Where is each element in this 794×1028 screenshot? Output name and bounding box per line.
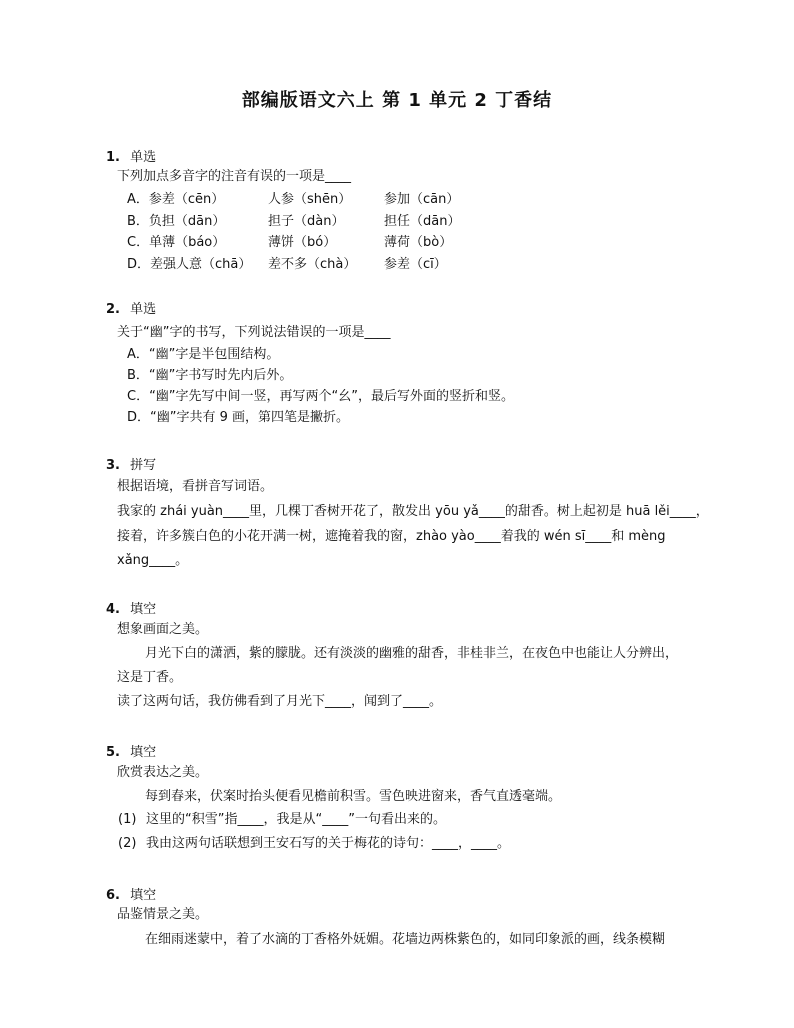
option-c-word-3: 薄荷（bò） <box>384 235 453 250</box>
option-a-word-2: 人参（shēn） <box>268 192 352 207</box>
question-number: 3. <box>106 458 120 473</box>
question-prompt: 根据语境，看拼音写词语。 <box>117 479 274 494</box>
passage-line: 接着，许多簇白色的小花开满一树，遮掩着我的窗，zhào yào____着我的 wén sī____和 mèng <box>117 529 666 544</box>
question-number: 4. <box>106 602 120 617</box>
passage-line: 每到春来，伏案时抬头便看见檐前积雪。雪色映进窗来，香气直透毫端。 <box>145 789 562 804</box>
question-number: 2. <box>106 302 120 317</box>
question-prompt: 品鉴情景之美。 <box>117 907 209 922</box>
passage-line: 月光下白的潇洒，紫的朦胧。还有淡淡的幽雅的甜香，非桂非兰，在夜色中也能让人分辨出， <box>145 646 679 661</box>
option-a-word-3: 参加（cān） <box>384 192 460 207</box>
option-d-word-3: 参差（cī） <box>384 257 447 272</box>
option-b[interactable]: B．负担（dān） <box>127 214 226 229</box>
option-c-word-2: 薄饼（bó） <box>268 235 337 250</box>
question-prompt: 关于“幽”字的书写，下列说法错误的一项是____ <box>117 325 391 340</box>
question-prompt: 欣赏表达之美。 <box>117 765 209 780</box>
option-c[interactable]: C．“幽”字先写中间一竖，再写两个“幺”，最后写外面的竖折和竖。 <box>127 389 515 404</box>
page-title: 部编版语文六上 第 1 单元 2 丁香结 <box>241 90 553 111</box>
question-number: 6. <box>106 888 120 903</box>
question-number: 5. <box>106 745 120 760</box>
passage-line: 我家的 zhái yuàn____里，几棵丁香树开花了，散发出 yōu yǎ____的甜香。树上起初是 huā lěi____， <box>117 504 709 519</box>
option-d-word-2: 差不多（chà） <box>268 257 357 272</box>
question-type: 填空 <box>130 602 157 617</box>
question-header <box>106 298 156 317</box>
sub-question-text: 这里的“积雪”指____，我是从“____”一句看出来的。 <box>146 812 446 827</box>
sub-question-number: (1) <box>118 812 137 827</box>
question-type: 单选 <box>130 150 157 165</box>
option-b-word-2: 担子（dàn） <box>268 214 345 229</box>
passage-line: xǎng____。 <box>117 553 189 568</box>
question-type: 拼写 <box>130 458 157 473</box>
passage-line: 这是丁香。 <box>117 670 183 685</box>
option-d[interactable]: D．差强人意（chā） <box>127 257 252 272</box>
question-type: 单选 <box>130 302 157 317</box>
question-header <box>106 598 156 617</box>
question-type: 填空 <box>130 745 157 760</box>
question-prompt: 想象画面之美。 <box>117 622 209 637</box>
option-c[interactable]: C．单薄（báo） <box>127 235 226 250</box>
option-b[interactable]: B．“幽”字书写时先内后外。 <box>127 368 293 383</box>
question-prompt: 下列加点多音字的注音有误的一项是____ <box>117 169 352 184</box>
sub-question-number: (2) <box>118 836 137 851</box>
question-header <box>106 146 156 165</box>
option-b-word-3: 担任（dān） <box>384 214 461 229</box>
passage-line: 在细雨迷蒙中，着了水滴的丁香格外妩媚。花墙边两株紫色的，如同印象派的画，线条模糊 <box>145 932 666 947</box>
question-type: 填空 <box>130 888 157 903</box>
question-header <box>106 884 156 903</box>
question-header <box>106 741 156 760</box>
option-d[interactable]: D．“幽”字共有 9 画，第四笔是撇折。 <box>127 410 350 425</box>
question-number: 1. <box>106 150 120 165</box>
option-a[interactable]: A．参差（cēn） <box>127 192 225 207</box>
option-a[interactable]: A．“幽”字是半包围结构。 <box>127 347 280 362</box>
question-ask: 读了这两句话，我仿佛看到了月光下____，闻到了____。 <box>117 694 443 709</box>
question-header <box>106 454 156 473</box>
sub-question-text: 我由这两句话联想到王安石写的关于梅花的诗句：____，____。 <box>146 836 511 851</box>
